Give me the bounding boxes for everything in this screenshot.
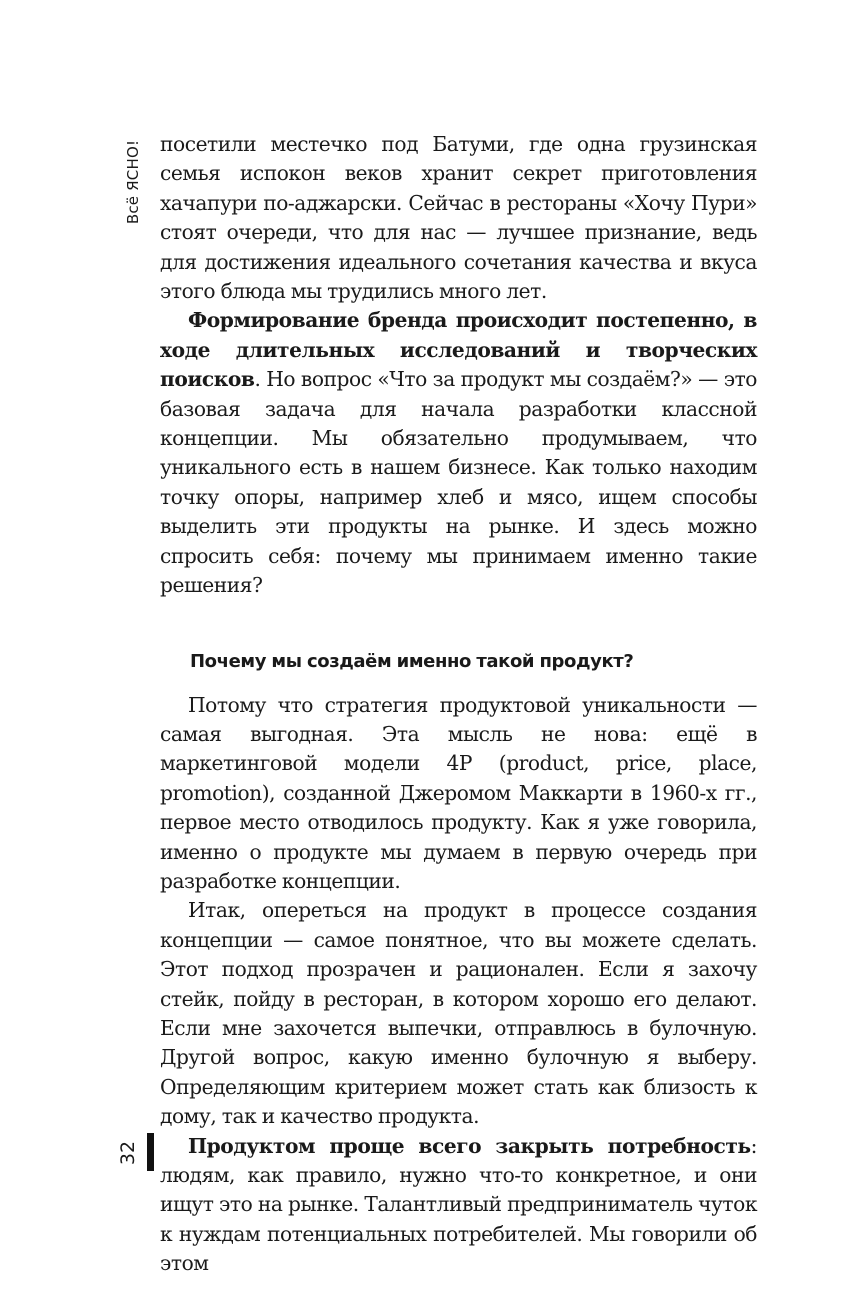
- paragraph-2: [160, 306, 757, 600]
- running-head-text: Всё ЯСНО!: [124, 139, 142, 225]
- paragraph-4: Итак, опереться на продукт в процессе создания концепции — самое понятное, что вы можете сделать. Этот подход прозрачен и рационален. Если я захочу стейк, пойду в ресторан, в котором хорошо его делают. Если мне захочется выпечки, отправлюсь в булочную. Другой вопрос, какую именно булочную я выберу. Определяющим критерием может стать как близость к дому, так и качество продукта.: [160, 898, 757, 1129]
- paragraph-1: посетили местечко под Батуми, где одна грузинская семья испокон веков хранит секрет приготовления хачапури по-аджарски. Сейчас в рестораны «Хочу Пури» стоят очереди, что для нас — лучшее признание, ведь для достижения идеального сочетания качества и вкуса этого блюда мы трудились много лет.: [160, 132, 757, 304]
- paragraph-3: Потому что стратегия продуктовой уникальности — самая выгодная. Эта мысль не нова: ещё в маркетинговой модели 4P (product, price, place, promotion), созданной Джеромом Маккарти в 1960-х гг., первое место отводилось продукту. Как я уже говорила, именно о продукте мы думаем в первую очередь при разработке концепции.: [160, 692, 757, 893]
- page-number: [115, 1136, 141, 1170]
- running-head: [121, 132, 145, 232]
- paragraph-5-rest: : людям, как правило, нужно что-то конкретное, и они ищут это на рынке. Талантливый предприниматель чуток к нуждам потенциальных потребителей. Мы говорили об этом: [160, 1133, 757, 1276]
- paragraph-5: [160, 1132, 757, 1279]
- section-heading: Почему мы создаём именно такой продукт?: [190, 650, 634, 672]
- page-number-text: 32: [117, 1140, 139, 1166]
- body-text: [160, 130, 757, 1279]
- paragraph-2-bold: Формирование бренда происходит постепенно, в ходе длительных исследований и творческих поисков: [160, 308, 757, 392]
- paragraph-5-bold: Продуктом проще всего закрыть потребность: [188, 1133, 751, 1158]
- paragraph-2-rest: . Но вопрос «Что за продукт мы создаём?» — это базовая задача для начала разработки классной концепции. Мы обязательно продумываем, что уникального есть в нашем бизнесе. Как только находим точку опоры, например хлеб и мясо, ищем способы выделить эти продукты на рынке. И здесь можно спросить себя: почему мы принимаем именно такие решения?: [160, 367, 757, 598]
- folio-bar: [147, 1133, 154, 1171]
